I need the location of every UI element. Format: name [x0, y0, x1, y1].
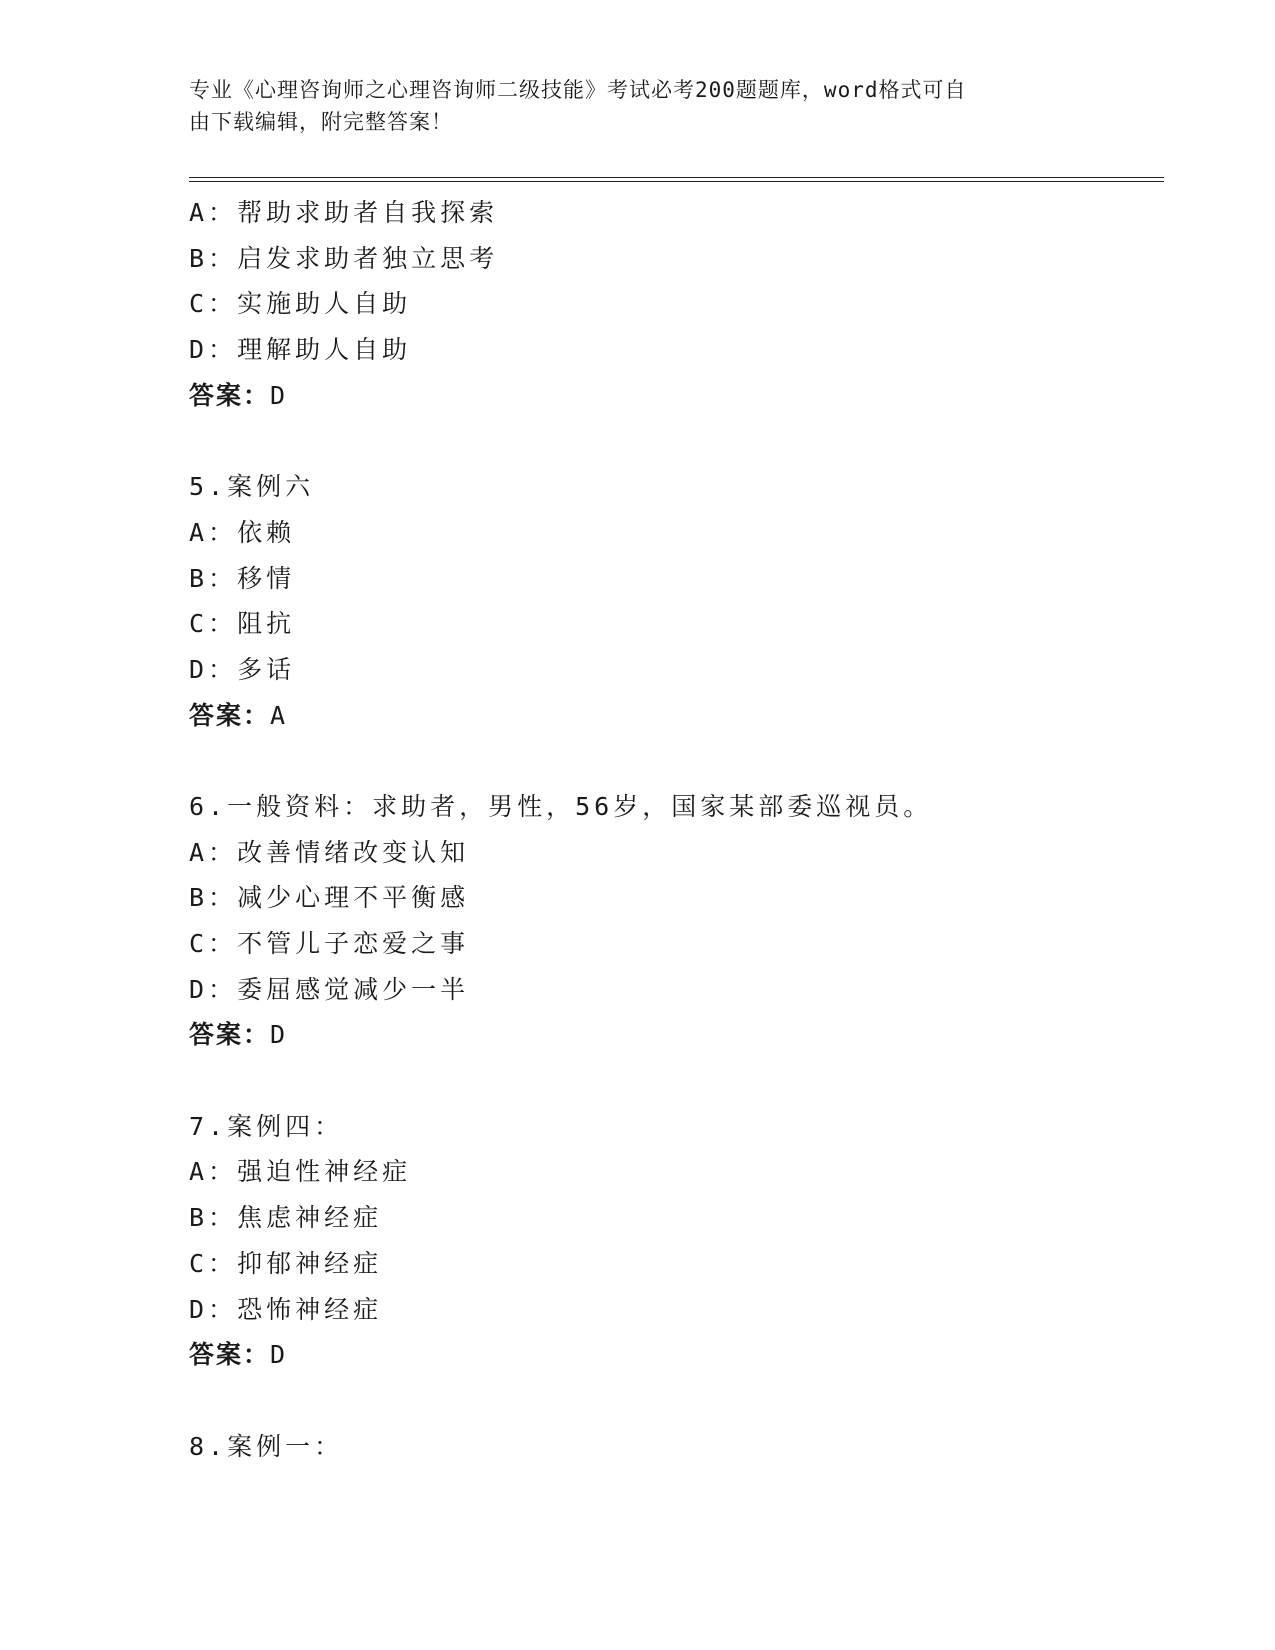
- option-c: [189, 1241, 1164, 1287]
- option-c: [189, 281, 1164, 327]
- option-text: 多话: [237, 654, 296, 684]
- answer-label: 答案：: [189, 380, 271, 410]
- header-rule-top: [189, 177, 1164, 178]
- option-c: [189, 601, 1164, 647]
- question-title: 7.案例四：: [189, 1111, 344, 1141]
- question-6: [189, 784, 1164, 1058]
- option-key: B：: [189, 1203, 238, 1233]
- option-text: 阻抗: [237, 609, 296, 639]
- option-d: [189, 1287, 1164, 1333]
- option-text: 理解助人自助: [237, 335, 412, 365]
- option-c: [189, 921, 1164, 967]
- option-text: 不管儿子恋爱之事: [237, 929, 470, 958]
- answer-line: [189, 693, 1164, 739]
- option-key: A：: [189, 1157, 238, 1187]
- answer-label: 答案：: [189, 1020, 271, 1050]
- option-b: [189, 236, 1164, 282]
- option-text: 焦虑神经症: [237, 1203, 383, 1233]
- header-rule-bottom: [189, 181, 1164, 182]
- option-a: [189, 510, 1164, 556]
- option-key: A：: [189, 837, 238, 867]
- option-key: A：: [189, 517, 238, 547]
- answer-value: D: [270, 1340, 287, 1370]
- option-text: 抑郁神经症: [237, 1248, 383, 1278]
- question-title: 6.一般资料：求助者，男性，56岁，国家某部委巡视员。: [189, 791, 933, 821]
- option-key: B：: [189, 563, 238, 593]
- answer-line: [189, 1332, 1164, 1378]
- answer-line: [189, 373, 1164, 419]
- option-key: D：: [189, 654, 238, 684]
- option-key: D：: [189, 1294, 238, 1324]
- option-text: 减少心理不平衡感: [237, 883, 470, 913]
- question-list: [189, 190, 1164, 1469]
- option-key: B：: [189, 883, 238, 913]
- answer-value: A: [270, 700, 287, 730]
- option-d: [189, 967, 1164, 1013]
- option-a: [189, 190, 1164, 236]
- question-title: 8.案例一：: [189, 1431, 344, 1461]
- option-text: 实施助人自助: [237, 289, 412, 319]
- option-text: 委屈感觉减少一半: [237, 974, 470, 1004]
- answer-line: [189, 1012, 1164, 1058]
- option-key: C：: [189, 289, 238, 319]
- question-title: 5.案例六: [189, 472, 315, 502]
- header-line-2: 由下载编辑，附完整答案！: [189, 110, 453, 134]
- answer-label: 答案：: [189, 700, 271, 730]
- spacer: [189, 738, 1164, 784]
- question-4: [189, 190, 1164, 418]
- option-a: [189, 1149, 1164, 1195]
- option-b: [189, 1195, 1164, 1241]
- spacer: [189, 1378, 1164, 1424]
- question-8: [189, 1424, 1164, 1470]
- option-b: [189, 875, 1164, 921]
- answer-value: D: [270, 380, 287, 410]
- option-key: D：: [189, 335, 238, 365]
- option-key: D：: [189, 974, 238, 1004]
- option-a: [189, 830, 1164, 876]
- option-text: 依赖: [237, 517, 296, 547]
- option-text: 帮助求助者自我探索: [237, 198, 499, 227]
- option-b: [189, 556, 1164, 602]
- question-7: [189, 1104, 1164, 1378]
- option-key: A：: [189, 198, 238, 227]
- spacer: [189, 1058, 1164, 1104]
- header-line-1: 专业《心理咨询师之心理咨询师二级技能》考试必考200题题库，word格式可自: [189, 78, 967, 102]
- option-text: 强迫性神经症: [237, 1157, 412, 1187]
- answer-value: D: [270, 1020, 287, 1050]
- answer-label: 答案：: [189, 1340, 271, 1370]
- option-text: 移情: [237, 563, 296, 593]
- option-d: [189, 327, 1164, 373]
- option-text: 恐怖神经症: [237, 1294, 383, 1324]
- spacer: [189, 418, 1164, 464]
- option-key: C：: [189, 929, 238, 958]
- option-text: 启发求助者独立思考: [237, 243, 499, 273]
- option-key: B：: [189, 243, 238, 273]
- option-text: 改善情绪改变认知: [237, 837, 470, 867]
- option-key: C：: [189, 1248, 238, 1278]
- option-d: [189, 647, 1164, 693]
- question-5: [189, 464, 1164, 738]
- option-key: C：: [189, 609, 238, 639]
